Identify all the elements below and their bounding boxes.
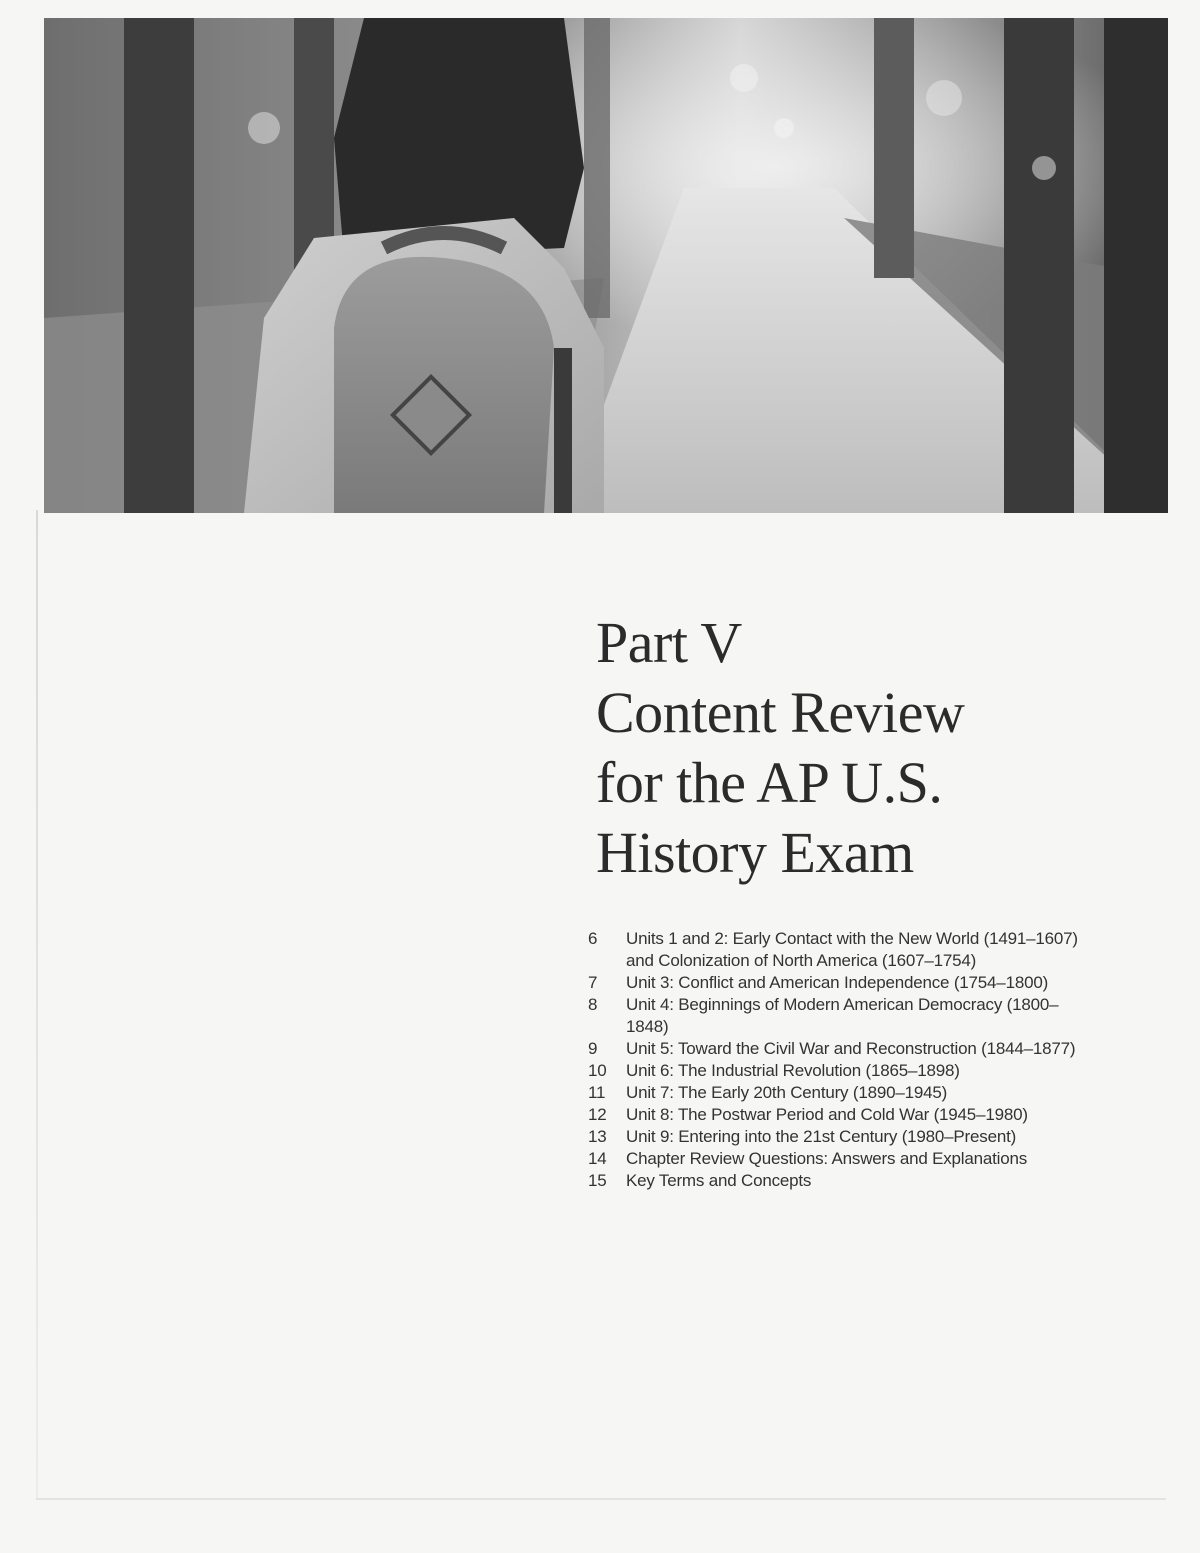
title-line-1: Part V [596, 610, 742, 675]
chapter-item [588, 1148, 1168, 1170]
chapter-number: 8 [588, 995, 598, 1014]
chapter-item [588, 1038, 1168, 1060]
chapter-title: Unit 3: Conflict and American Independence (1754–1800) [626, 973, 1049, 992]
chapter-number: 15 [588, 1171, 607, 1190]
chapter-number: 6 [588, 929, 598, 948]
chapter-title: Unit 5: Toward the Civil War and Reconstruction (1844–1877) [626, 1039, 1076, 1058]
chapter-title: Chapter Review Questions: Answers and Explanations [626, 1149, 1028, 1168]
chapter-title: Unit 6: The Industrial Revolution (1865–1898) [626, 1061, 960, 1080]
chapter-title: Unit 8: The Postwar Period and Cold War (1945–1980) [626, 1105, 1028, 1124]
chapter-number: 13 [588, 1127, 607, 1146]
chapter-title: Unit 7: The Early 20th Century (1890–1945) [626, 1083, 948, 1102]
page-edge-bottom [36, 1498, 1166, 1500]
title-line-3: for the AP U.S. [596, 750, 943, 815]
title-line-4: History Exam [596, 820, 914, 885]
backpack-student-photo-icon [44, 18, 1168, 513]
chapter-title: Key Terms and Concepts [626, 1171, 812, 1190]
chapter-title: Units 1 and 2: Early Contact with the New World (1491–1607) and Colonization of North America (1607–1754) [626, 929, 1078, 970]
chapter-item [588, 928, 1168, 972]
part-title [596, 608, 1156, 888]
chapter-number: 7 [588, 973, 598, 992]
chapter-item [588, 1104, 1168, 1126]
chapter-item [588, 1060, 1168, 1082]
title-line-2: Content Review [596, 680, 965, 745]
chapter-title: Unit 4: Beginnings of Modern American Democracy (1800–1848) [626, 995, 1059, 1036]
chapter-number: 10 [588, 1061, 607, 1080]
chapter-item [588, 1082, 1168, 1104]
chapter-number: 11 [588, 1083, 606, 1102]
page-edge-left [36, 510, 38, 1500]
chapter-item [588, 972, 1168, 994]
chapter-number: 12 [588, 1105, 607, 1124]
chapter-item [588, 1126, 1168, 1148]
chapter-item [588, 1170, 1168, 1192]
chapter-title: Unit 9: Entering into the 21st Century (1980–Present) [626, 1127, 1017, 1146]
chapter-number: 14 [588, 1149, 607, 1168]
chapter-list [588, 928, 1168, 1192]
chapter-number: 9 [588, 1039, 598, 1058]
chapter-item [588, 994, 1168, 1038]
header-photo [44, 18, 1168, 513]
